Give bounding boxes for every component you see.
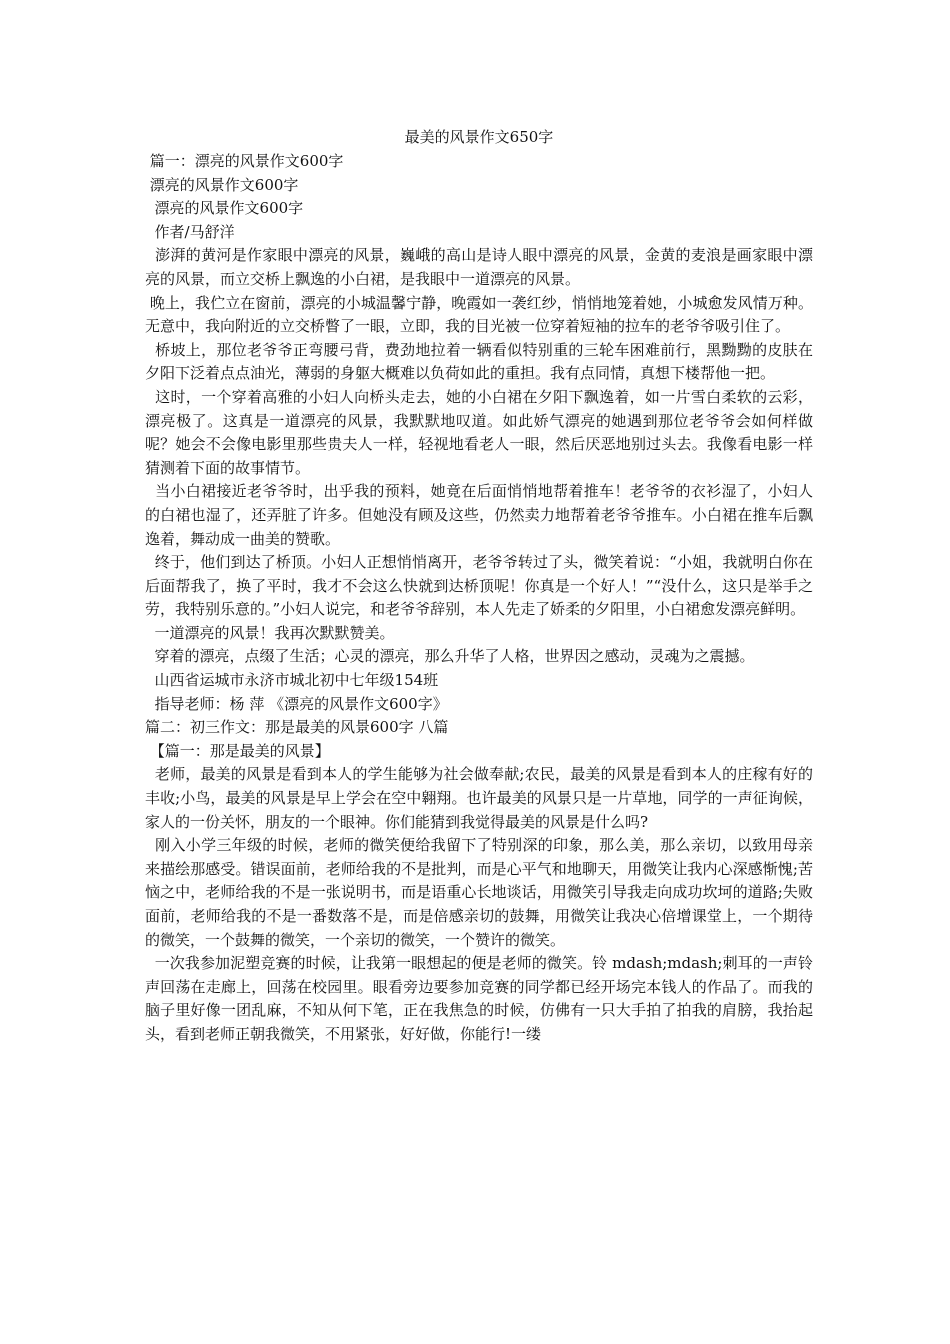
- document-page: [145, 124, 813, 1047]
- paragraph: 终于，他们到达了桥顶。小妇人正想悄悄离开，老爷爷转过了头，微笑着说：“小姐，我就明白你在后面帮我了，换了平时，我才不会这么快就到达桥顶呢！你真是一个好人！”“没什么，这只是举手之劳，我特别乐意的。”小妇人说完，和老爷爷辞别，本人先走了娇柔的夕阳里，小白裙愈发漂亮鲜明。: [145, 553, 813, 619]
- paragraph: 澎湃的黄河是作家眼中漂亮的风景，巍峨的高山是诗人眼中漂亮的风景，金黄的麦浪是画家眼中漂亮的风景，而立交桥上飘逸的小白裙，是我眼中一道漂亮的风景。: [145, 246, 813, 288]
- paragraph: 当小白裙接近老爷爷时，出乎我的预料，她竟在后面悄悄地帮着推车！老爷爷的衣衫湿了，小妇人的白裙也湿了，还弄脏了许多。但她没有顾及这些，仍然卖力地帮着老爷爷推车。小白裙在推车后飘逸着，舞动成一曲美的赞歌。: [145, 482, 813, 548]
- paragraph: 一次我参加泥塑竞赛的时候，让我第一眼想起的便是老师的微笑。铃 mdash;mdash;刺耳的一声铃声回荡在走廊上，回荡在校园里。眼看旁边要参加竞赛的同学都已经开场完本钱人的作品了。而我的脑子里好像一团乱麻，不知从何下笔，正在我焦急的时候，仿佛有一只大手拍了拍我的肩膀，我抬起头，看到老师正朝我微笑，不用紧张，好好做，你能行!一缕: [145, 954, 813, 1043]
- paragraph: 篇一：漂亮的风景作文600字: [145, 152, 344, 170]
- paragraph: 桥坡上，那位老爷爷正弯腰弓背，费劲地拉着一辆看似特别重的三轮车困难前行，黑黝黝的皮肤在夕阳下泛着点点油光，薄弱的身躯大概难以负荷如此的重担。我有点同情，真想下楼帮他一把。: [145, 340, 813, 383]
- paragraph: 刚入小学三年级的时候，老师的微笑便给我留下了特别深的印象，那么美，那么亲切，以致用母亲来描绘那感受。错误面前，老师给我的不是批判，而是心平气和地聊天，用微笑让我内心深感惭愧;苦恼之中，老师给我的不是一张说明书，而是语重心长地谈话，用微笑引导我走向成功坎坷的道路;失败面前，老师给我的不是一番数落不是，而是倍感亲切的鼓舞，用微笑让我决心倍增课堂上，一个期待的微笑，一个鼓舞的微笑，一个亲切的微笑，一个赞许的微笑。: [145, 836, 813, 949]
- paragraph: 漂亮的风景作文600字: [145, 199, 304, 218]
- paragraph: 作者/马舒洋: [145, 222, 235, 241]
- paragraph: 漂亮的风景作文600字: [145, 175, 299, 194]
- paragraph: 篇二：初三作文：那是最美的风景600字 八篇: [145, 718, 449, 737]
- paragraph: 晚上，我伫立在窗前，漂亮的小城温馨宁静，晚霞如一袭红纱，悄悄地笼着她，小城愈发风情万种。无意中，我向附近的立交桥瞥了一眼，立即，我的目光被一位穿着短袖的拉车的老爷爷吸引住了。: [145, 293, 813, 336]
- paragraph: 指导老师：杨 萍 《漂亮的风景作文600字》: [145, 694, 448, 713]
- paragraph: 这时，一个穿着高雅的小妇人向桥头走去，她的小白裙在夕阳下飘逸着，如一片雪白柔软的云彩，漂亮极了。这真是一道漂亮的风景，我默默地叹道。如此娇气漂亮的她遇到那位老爷爷会如何样做呢？她会不会像电影里那些贵夫人一样，轻视地看老人一眼，然后厌恶地别过头去。我像看电影一样猜测着下面的故事情节。: [145, 387, 813, 477]
- paragraph: 穿着的漂亮，点缀了生活；心灵的漂亮，那么升华了人格，世界因之感动，灵魂为之震撼。: [145, 647, 755, 666]
- paragraph: 老师，最美的风景是看到本人的学生能够为社会做奉献;农民，最美的风景是看到本人的庄稼有好的丰收;小鸟，最美的风景是早上学会在空中翱翔。也许最美的风景只是一片草地，同学的一声征询候，家人的一份关怀，朋友的一个眼神。你们能猜到我觉得最美的风景是什么吗?: [145, 765, 813, 831]
- paragraph: 山西省运城市永济市城北初中七年级154班: [145, 671, 439, 690]
- paragraph: 一道漂亮的风景！我再次默默赞美。: [145, 623, 395, 642]
- document-title: 最美的风景作文650字: [404, 128, 554, 146]
- paragraph: 【篇一：那是最美的风景】: [145, 741, 330, 760]
